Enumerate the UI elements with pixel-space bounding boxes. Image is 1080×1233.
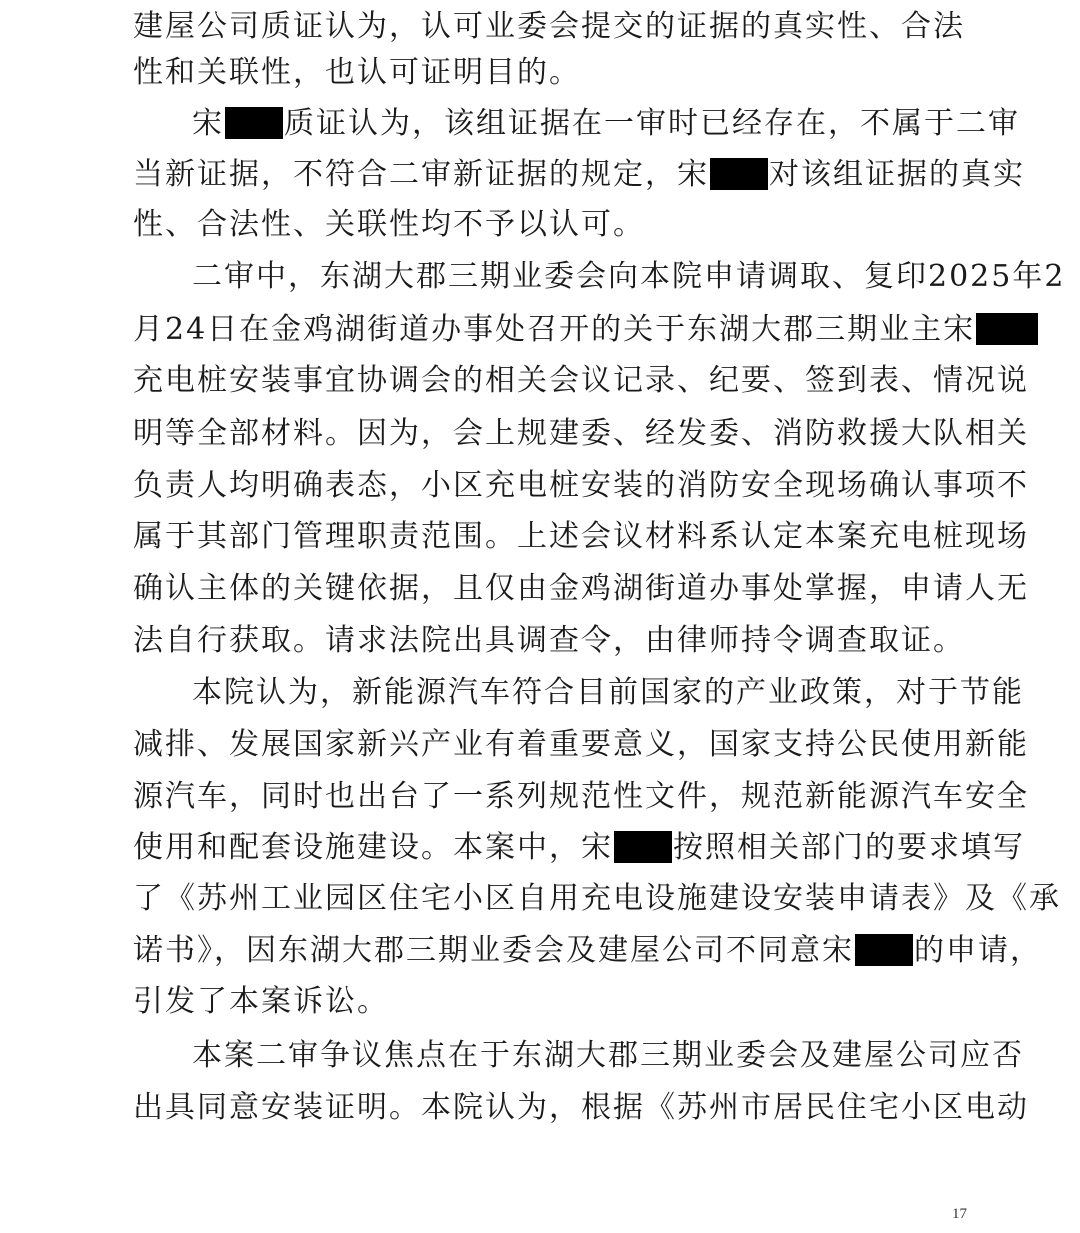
text-fragment: 诺书》，因东湖大郡三期业委会及建屋公司不同意宋 (133, 933, 854, 968)
text-fragment: 当新证据，不符合二审新证据的规定，宋 (133, 157, 709, 192)
text-line-18: 了《苏州工业园区住宅小区自用充电设施建设安装申请表》及《承 (133, 881, 1061, 916)
text-line-10: 负责人均明确表态，小区充电桩安装的消防安全现场确认事项不 (133, 468, 1029, 503)
text-line-15: 减排、发展国家新兴产业有着重要意义，国家支持公民使用新能 (133, 727, 1029, 762)
text-line-14: 本院认为，新能源汽车符合目前国家的产业政策，对于节能 (192, 675, 1024, 710)
text-line-13: 法自行获取。请求法院出具调查令，由律师持令调查取证。 (133, 623, 965, 658)
redaction-block (855, 934, 913, 966)
text-fragment: 对该组证据的真实 (769, 157, 1025, 192)
page-number: 17 (952, 1206, 967, 1222)
text-line-9: 明等全部材料。因为，会上规建委、经发委、消防救援大队相关 (133, 416, 1029, 451)
text-line-1: 建屋公司质证认为，认可业委会提交的证据的真实性、合法 (133, 9, 965, 44)
text-line-19 (133, 924, 1042, 978)
text-fragment: 月24日在金鸡湖街道办事处召开的关于东湖大郡三期业主宋 (133, 312, 976, 347)
text-line-7 (133, 303, 1039, 357)
redaction-block (614, 831, 672, 863)
text-line-17 (133, 821, 1025, 875)
text-line-3 (192, 97, 1020, 151)
redaction-block (976, 313, 1038, 345)
text-line-20: 引发了本案诉讼。 (133, 984, 389, 1019)
text-fragment: 宋 (192, 106, 224, 141)
text-line-12: 确认主体的关键依据，且仅由金鸡湖街道办事处掌握，申请人无 (133, 571, 1029, 606)
text-line-2: 性和关联性，也认可证明目的。 (133, 55, 581, 90)
text-line-11: 属于其部门管理职责范围。上述会议材料系认定本案充电桩现场 (133, 519, 1029, 554)
text-line-5: 性、合法性、关联性均不予以认可。 (133, 207, 645, 242)
text-fragment: 的申请， (914, 933, 1042, 968)
text-line-6: 二审中，东湖大郡三期业委会向本院申请调取、复印2025年2 (192, 259, 1066, 294)
redaction-block (225, 107, 283, 139)
text-line-8: 充电桩安装事宜协调会的相关会议记录、纪要、签到表、情况说 (133, 363, 1029, 398)
redaction-block (710, 158, 768, 190)
text-line-22: 出具同意安装证明。本院认为，根据《苏州市居民住宅小区电动 (133, 1090, 1029, 1125)
text-line-16: 源汽车，同时也出台了一系列规范性文件，规范新能源汽车安全 (133, 779, 1029, 814)
text-line-4 (133, 148, 1025, 202)
text-fragment: 使用和配套设施建设。本案中，宋 (133, 830, 613, 865)
text-fragment: 质证认为，该组证据在一审时已经存在，不属于二审 (284, 106, 1020, 141)
text-fragment: 按照相关部门的要求填写 (673, 830, 1025, 865)
text-line-21: 本案二审争议焦点在于东湖大郡三期业委会及建屋公司应否 (192, 1038, 1024, 1073)
